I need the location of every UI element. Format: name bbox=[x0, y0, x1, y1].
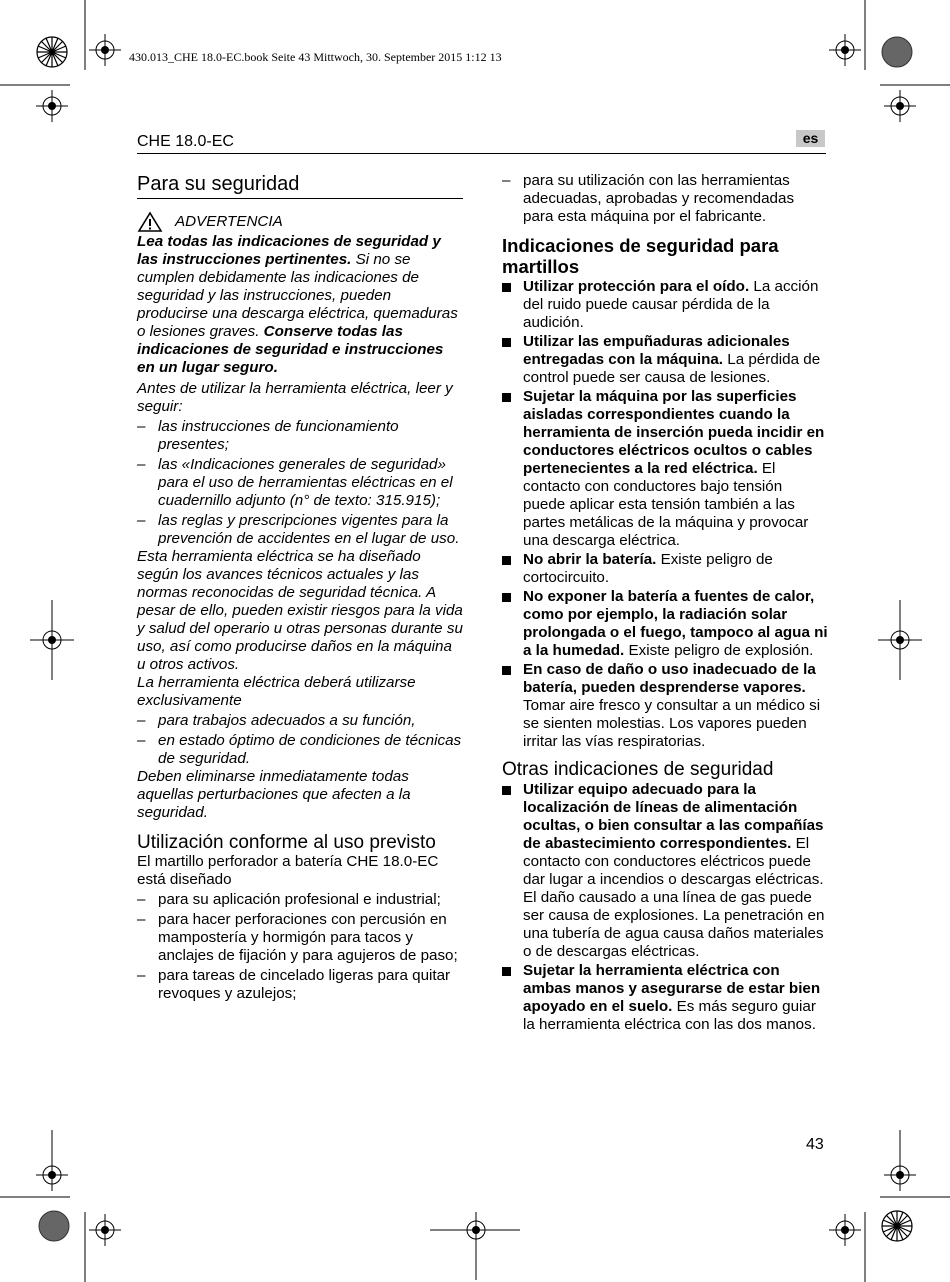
section-title-safety: Para su seguridad bbox=[137, 173, 463, 199]
list-item: – las «Indicaciones generales de seguridad» para el uso de herramientas eléctricas en el cuadernillo adjunto (n° de texto: 315.915); bbox=[137, 456, 453, 509]
bullet-bold-text: Utilizar protección para el oído. bbox=[523, 278, 750, 295]
list-item: – para tareas de cincelado ligeras para quitar revoques y azulejos; bbox=[137, 967, 451, 1002]
book-info-line: 430.013_CHE 18.0-EC.book Seite 43 Mittwoch, 30. September 2015 1:12 13 bbox=[129, 50, 502, 64]
warning-paragraph bbox=[137, 233, 463, 377]
design-text: Esta herramienta eléctrica se ha diseñado según los avances técnicos actuales y las normas reconocidas de seguridad técnica. A pesar de ello, pueden existir riesgos para la vida y salud del operario u otras personas durante su uso, así como producirse daños en la máquina u otros activos. bbox=[137, 548, 463, 673]
list-item: – en estado óptimo de condiciones de técnicas de seguridad. bbox=[137, 732, 462, 767]
remove-text: Deben eliminarse inmediatamente todas aquellas perturbaciones que afecten a la seguridad. bbox=[137, 768, 411, 821]
bullet-bold-text: Sujetar la máquina por las superficies aisladas correspondientes cuando la herramienta de inserción pueda incidir en conductores eléctricos ocultos o cables pertenecientes a la red eléctrica. bbox=[523, 388, 825, 477]
square-bullet-icon bbox=[502, 338, 511, 347]
bullet-item bbox=[502, 661, 828, 751]
bullet-item bbox=[502, 962, 828, 1034]
bullet-text: La pérdida de control puede ser causa de lesiones. bbox=[523, 351, 821, 386]
warning-text: Si no se cumplen debidamente las indicaciones de seguridad y las instrucciones, pueden producirse una descarga eléctrica, quemaduras o lesiones graves. bbox=[137, 251, 458, 340]
exclusive-text: La herramienta eléctrica deberá utilizarse exclusivamente bbox=[137, 674, 416, 709]
language-badge: es bbox=[796, 130, 825, 147]
warning-triangle-icon bbox=[137, 211, 163, 233]
right-column bbox=[502, 172, 828, 1034]
bullet-item bbox=[502, 781, 828, 961]
square-bullet-icon bbox=[502, 593, 511, 602]
bullet-bold-text: En caso de daño o uso inadecuado de la batería, pueden desprenderse vapores. bbox=[523, 661, 816, 696]
warning-label: ADVERTENCIA bbox=[175, 213, 283, 230]
bullet-item bbox=[502, 388, 828, 550]
bullet-text: Existe peligro de explosión. bbox=[624, 642, 814, 659]
bullet-bold-text: Utilizar las empuñaduras adicionales entregadas con la máquina. bbox=[523, 333, 790, 368]
list-item: – para hacer perforaciones con percusión en mampostería y hormigón para tacos y anclajes de fijación y para agujeros de paso; bbox=[137, 911, 458, 964]
square-bullet-icon bbox=[502, 967, 511, 976]
list-item: – las instrucciones de funcionamiento presentes; bbox=[137, 418, 399, 453]
list-item: – para su aplicación profesional e industrial; bbox=[137, 891, 441, 908]
bullet-text: El contacto con conductores eléctricos puede dar lugar a incendios o descargas eléctricas. El daño causado a una línea de gas puede ser causa de explosiones. La penetración en una tubería de agua causa daños materiales o de descargas eléctricas. bbox=[523, 835, 825, 960]
hammer-safety-list bbox=[502, 278, 828, 751]
other-safety-list bbox=[502, 781, 828, 1034]
bullet-text: Tomar aire fresco y consultar a un médico si se sienten molestias. Los vapores pueden irritar las vías respiratorias. bbox=[523, 697, 821, 750]
list-item: – para trabajos adecuados a su función, bbox=[137, 712, 416, 729]
header-divider bbox=[137, 153, 826, 154]
warning-bold-keep: Conserve todas las indicaciones de seguridad e instrucciones en un lugar seguro. bbox=[137, 323, 444, 376]
bullet-item bbox=[502, 333, 828, 387]
square-bullet-icon bbox=[502, 283, 511, 292]
section-title-usage: Utilización conforme al uso previsto bbox=[137, 832, 436, 853]
bullet-text: La acción del ruido puede causar pérdida de la audición. bbox=[523, 278, 819, 331]
warning-header bbox=[137, 211, 463, 233]
square-bullet-icon bbox=[502, 666, 511, 675]
bullet-text: Es más seguro guiar la herramienta eléctrica con las dos manos. bbox=[523, 998, 816, 1033]
section-title-other: Otras indicaciones de seguridad bbox=[502, 759, 774, 780]
bullet-text: Existe peligro de cortocircuito. bbox=[523, 551, 773, 586]
bullet-item bbox=[502, 278, 828, 332]
square-bullet-icon bbox=[502, 393, 511, 402]
square-bullet-icon bbox=[502, 556, 511, 565]
left-column bbox=[137, 170, 463, 1003]
bullet-bold-text: No abrir la batería. bbox=[523, 551, 657, 568]
bullet-bold-text: Sujetar la herramienta eléctrica con ambas manos y asegurarse de estar bien apoyado en el suelo. bbox=[523, 962, 821, 1015]
bullet-item bbox=[502, 588, 828, 660]
page-number: 43 bbox=[806, 1136, 824, 1153]
document-title: CHE 18.0-EC bbox=[137, 133, 234, 150]
warning-bold-read: Lea todas las indicaciones de seguridad y las instrucciones pertinentes. bbox=[137, 233, 441, 268]
bullet-item bbox=[502, 551, 828, 587]
list-item: – para su utilización con las herramientas adecuadas, aprobadas y recomendadas para esta máquina por el fabricante. bbox=[502, 172, 795, 225]
square-bullet-icon bbox=[502, 786, 511, 795]
section-title-hammers: Indicaciones de seguridad para martillos bbox=[502, 235, 779, 277]
before-use-text: Antes de utilizar la herramienta eléctrica, leer y seguir: bbox=[137, 380, 453, 415]
bullet-bold-text: No exponer la batería a fuentes de calor, como por ejemplo, la radiación solar prolongada o el fuego, tampoco al agua ni a la humedad. bbox=[523, 588, 828, 659]
bullet-bold-text: Utilizar equipo adecuado para la localización de líneas de alimentación ocultas, o bien consultar a las compañías de abastecimiento correspondientes. bbox=[523, 781, 824, 852]
usage-intro: El martillo perforador a batería CHE 18.0-EC está diseñado bbox=[137, 853, 439, 888]
list-item: – las reglas y prescripciones vigentes para la prevención de accidentes en el lugar de uso. bbox=[137, 512, 460, 547]
bullet-text: El contacto con conductores bajo tensión puede aplicar esta tensión también a las partes metálicas de la máquina y provocar una descarga eléctrica. bbox=[523, 460, 809, 549]
